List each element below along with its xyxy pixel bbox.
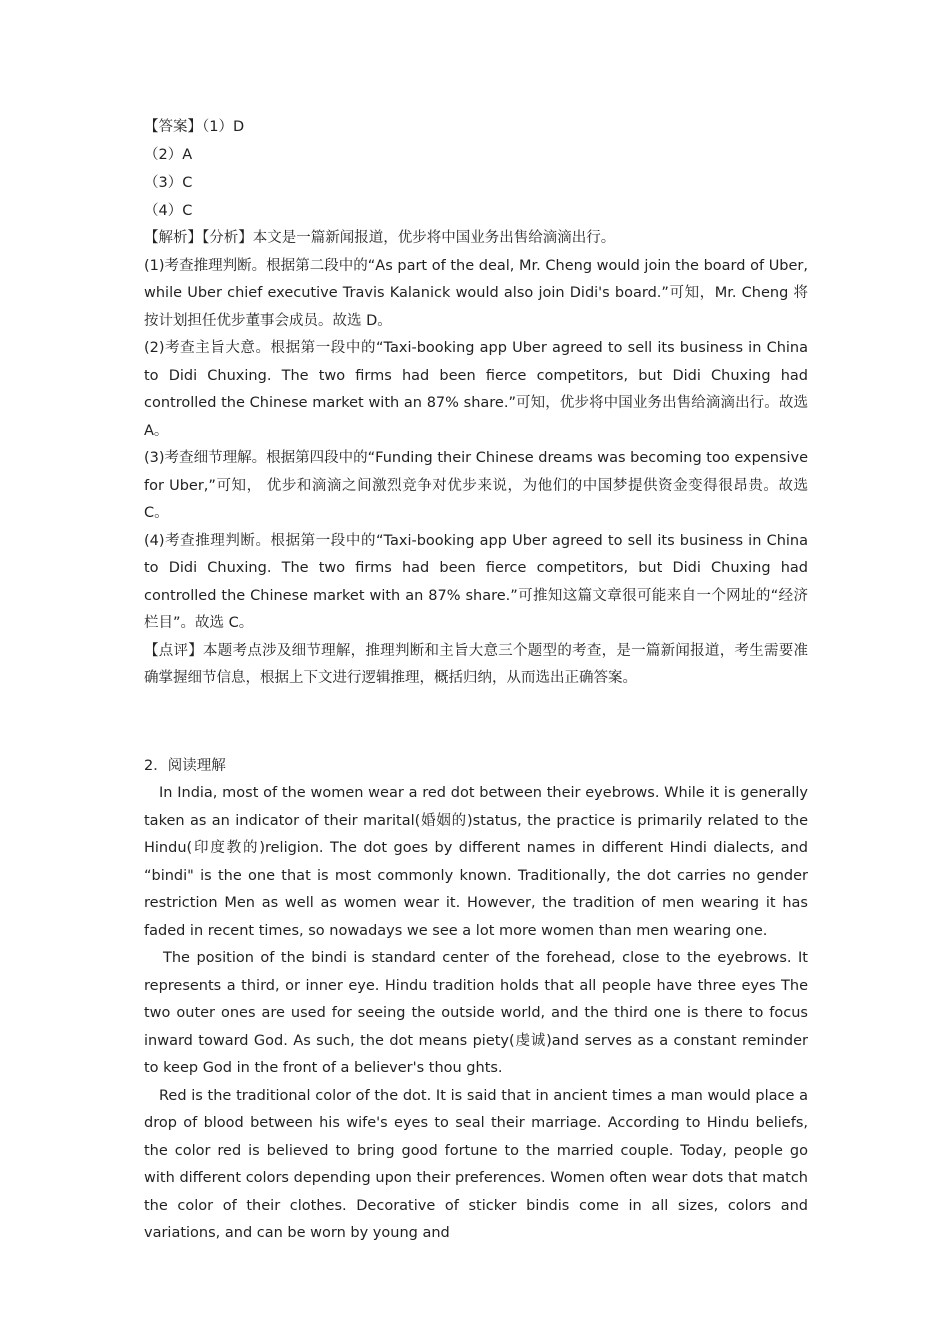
answer-3: （3）C [144, 175, 193, 191]
reading-paragraph-1: In India, most of the women wear a red dot between their eyebrows. While it is generally taken as an indicator of their marital(婚姻的)status, the practice is primarily related to the Hindu(印度教的)religion. The dot goes by different names in different Hindi dialects, and “bindi" is the one that is most commonly known. Traditionally, the dot carries no gender restriction Men as well as women wear it. However, the tradition of men wearing it has faded in recent times, so nowadays we see a lot more women than men wearing one. [144, 785, 808, 939]
reading-paragraph-2: The position of the bindi is standard center of the forehead, close to the eyebrows. It represents a third, or inner eye. Hindu tradition holds that all people have three eyes The two outer ones are used for seeing the outside world, and the third one is there to focus inward toward God. As such, the dot means piety(虔诚)and serves as a constant reminder to keep God in the front of a believer's thou ghts. [144, 950, 808, 1076]
analysis-q2: (2)考查主旨大意。根据第一段中的“Taxi-booking app Uber agreed to sell its business in China to Didi Chuxing. The two firms had been fierce competitors, but Didi Chuxing had controlled the Chinese market with an 87% share.”可知，优步将中国业务出售给滴滴出行。故选 A。 [144, 340, 808, 439]
answer-4: （4）C [144, 203, 193, 219]
section-heading: 2．阅读理解 [144, 757, 226, 774]
reading-paragraph-3: Red is the traditional color of the dot. It is said that in ancient times a man would place a drop of blood between his wife's eyes to seal their marriage. According to Hindu beliefs, the color red is believed to bring good fortune to the married couple. Today, people go with different colors depending upon their preferences. Women often wear dots that match the color of their clothes. Decorative of sticker bindis come in all sizes, colors and variations, and can be worn by young and [144, 1087, 808, 1241]
analysis-q4: (4)考查推理判断。根据第一段中的“Taxi-booking app Uber agreed to sell its business in China to Didi Chuxing. The two firms had been fierce competitors, but Didi Chuxing had controlled the Chinese market with an 87% share.”可推知这篇文章很可能来自一个网址的“经济栏目”。故选 C。 [144, 532, 808, 631]
analysis-q1: (1)考查推理判断。根据第二段中的“As part of the deal, Mr. Cheng would join the board of Uber, while Uber chief executive Travis Kalanick would also join Didi's board.”可知，Mr. Cheng 将按计划担任优步董事会成员。故选 D。 [144, 257, 808, 329]
section-gap [144, 693, 808, 753]
answer-1: 【答案】（1）D [144, 119, 245, 135]
analysis-q3: (3)考查细节理解。根据第四段中的“Funding their Chinese dreams was becoming too expensive for Uber,”可知， 优步和滴滴之间激烈竞争对优步来说，为他们的中国梦提供资金变得很昂贵。故选 C。 [144, 450, 808, 521]
analysis-comment: 【点评】本题考点涉及细节理解，推理判断和主旨大意三个题型的考查，是一篇新闻报道，考生需要准确掌握细节信息，根据上下文进行逻辑推理，概括归纳，从而选出正确答案。 [144, 642, 808, 686]
document-page [144, 113, 808, 1248]
answer-2: （2）A [144, 147, 193, 163]
analysis-intro: 【解析】【分析】本文是一篇新闻报道，优步将中国业务出售给滴滴出行。 [144, 230, 616, 246]
